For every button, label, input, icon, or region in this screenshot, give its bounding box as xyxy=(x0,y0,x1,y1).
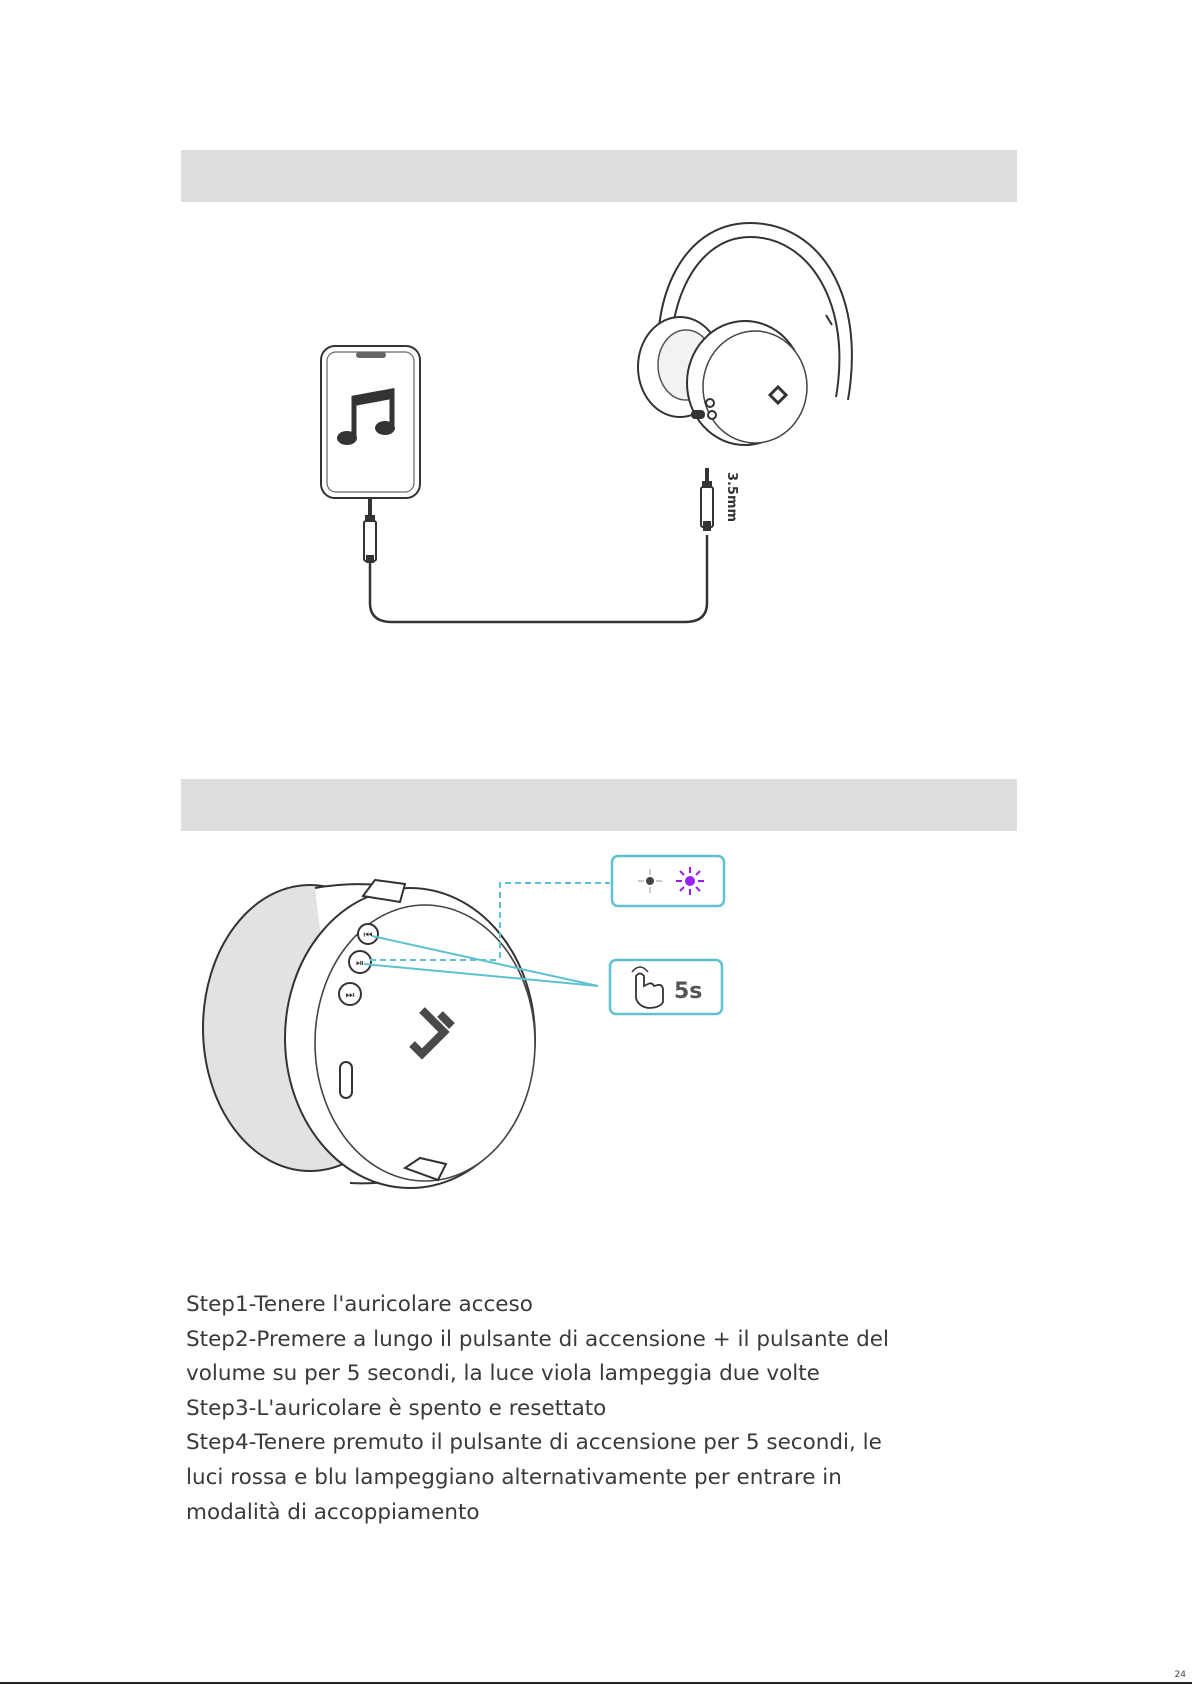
jack-size-label: 3.5mm xyxy=(724,471,739,523)
reset-instructions xyxy=(186,1288,946,1530)
instruction-line: luci rossa e blu lampeggiano alternativamente per entrare in xyxy=(186,1464,842,1490)
section-header-bar-reset xyxy=(181,779,1017,831)
audio-jack-icon xyxy=(364,498,376,563)
volume-button-icon xyxy=(349,951,371,973)
aux-connection-illustration xyxy=(300,215,920,635)
audio-jack-icon-right xyxy=(701,468,713,531)
instruction-line: Step3-L'auricolare è spento e resettato xyxy=(186,1395,607,1421)
svg-text:⏭: ⏭ xyxy=(345,990,355,1001)
next-track-icon xyxy=(339,983,361,1005)
power-button-icon xyxy=(358,924,378,944)
instruction-line: Step4-Tenere premuto il pulsante di accensione per 5 secondi, le xyxy=(186,1430,882,1456)
led-indicator-icon xyxy=(612,856,724,906)
instruction-line: modalità di accoppiamento xyxy=(186,1499,480,1525)
press-hand-icon xyxy=(610,960,722,1014)
footer-rule xyxy=(0,1682,1192,1684)
phone-icon xyxy=(321,346,420,498)
svg-text:⏮: ⏮ xyxy=(363,930,373,941)
instruction-line: Step2-Premere a lungo il pulsante di accensione + il pulsante del xyxy=(186,1326,889,1352)
instruction-line: Step1-Tenere l'auricolare acceso xyxy=(186,1292,533,1317)
reset-illustration xyxy=(200,838,760,1198)
page-number: 24 xyxy=(1174,1670,1186,1680)
section-header-bar-aux xyxy=(181,150,1017,202)
hold-duration-label: 5s xyxy=(674,979,703,1004)
audio-cable xyxy=(370,535,707,622)
usb-port-icon xyxy=(340,1062,352,1098)
instruction-line: volume su per 5 secondi, la luce viola lampeggia due volte xyxy=(186,1361,820,1387)
headphones-icon xyxy=(638,223,852,445)
svg-text:⏯: ⏯ xyxy=(356,958,364,969)
